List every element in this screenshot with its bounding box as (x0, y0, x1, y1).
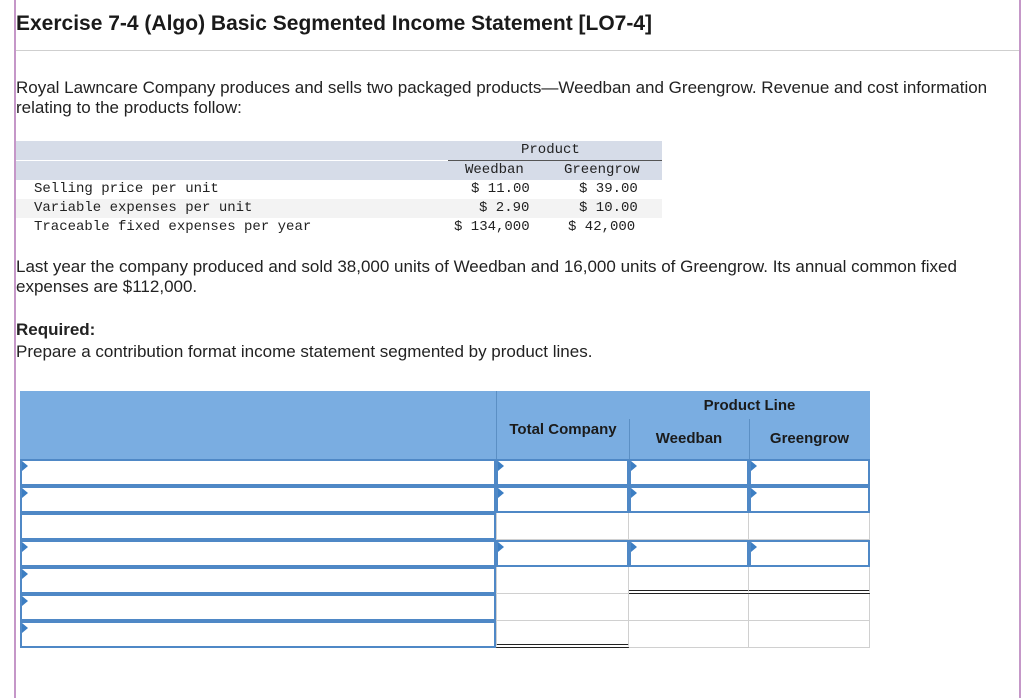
weedban-cell (629, 621, 749, 648)
table-row (16, 199, 662, 218)
greengrow-header: Greengrow (769, 430, 850, 447)
table-row (16, 218, 662, 237)
greengrow-input[interactable] (749, 486, 870, 513)
dropdown-arrow-icon (751, 542, 757, 552)
line-item-select[interactable] (20, 621, 496, 648)
total-company-cell (496, 594, 629, 621)
right-frame-border (1019, 0, 1021, 698)
weedban-input[interactable] (629, 540, 749, 567)
line-item-select[interactable] (20, 513, 496, 540)
line-item-select[interactable] (20, 567, 496, 594)
greengrow-cell (749, 567, 870, 594)
table-header-row (16, 141, 662, 160)
greengrow-cell (749, 513, 870, 540)
table-row (16, 180, 662, 199)
col-weedban-header: Weedban (465, 162, 524, 178)
total-company-cell (496, 513, 629, 540)
weedban-value: $ 2.90 (479, 200, 530, 216)
header-divider (496, 391, 497, 459)
page-title: Exercise 7-4 (Algo) Basic Segmented Income Statement [LO7-4] (16, 12, 653, 35)
total-company-input[interactable] (496, 486, 629, 513)
total-company-header: Total Company (509, 421, 617, 438)
total-company-input[interactable] (496, 540, 629, 567)
dropdown-arrow-icon (22, 596, 28, 606)
dropdown-arrow-icon (498, 542, 504, 552)
table-row (20, 540, 870, 567)
title-divider (16, 50, 1019, 51)
weedban-header: Weedban (655, 430, 723, 447)
dropdown-arrow-icon (631, 488, 637, 498)
row-label: Selling price per unit (34, 181, 219, 197)
dropdown-arrow-icon (22, 623, 28, 633)
line-item-select[interactable] (20, 486, 496, 513)
required-heading: Required: (16, 320, 96, 339)
greengrow-value: $ 42,000 (568, 219, 636, 235)
weedban-cell (629, 513, 749, 540)
income-statement-grid (20, 391, 870, 652)
required-text: Prepare a contribution format income statement segmented by product lines. (16, 342, 593, 361)
line-item-select[interactable] (20, 459, 496, 486)
product-group-header: Product (521, 142, 580, 158)
weedban-input[interactable] (629, 486, 749, 513)
weedban-cell (629, 594, 749, 621)
table-row (20, 567, 870, 594)
greengrow-input[interactable] (749, 540, 870, 567)
dropdown-arrow-icon (631, 461, 637, 471)
dropdown-arrow-icon (751, 488, 757, 498)
row-label: Variable expenses per unit (34, 200, 253, 216)
table-row (20, 486, 870, 513)
weedban-value: $ 134,000 (454, 219, 530, 235)
dropdown-arrow-icon (22, 542, 28, 552)
dropdown-arrow-icon (751, 461, 757, 471)
product-line-header: Product Line (703, 397, 796, 414)
dropdown-arrow-icon (22, 488, 28, 498)
summary-text: Last year the company produced and sold 38,000 units of Weedban and 16,000 units of Greengrow. Its annual common fixed expenses are $112,000. (16, 257, 957, 296)
total-company-cell (496, 567, 629, 594)
table-row (20, 513, 870, 540)
line-item-select[interactable] (20, 540, 496, 567)
weedban-value: $ 11.00 (471, 181, 530, 197)
dropdown-arrow-icon (498, 461, 504, 471)
greengrow-cell (749, 594, 870, 621)
total-company-input[interactable] (496, 459, 629, 486)
weedban-cell (629, 567, 749, 594)
table-row (20, 621, 870, 648)
greengrow-cell (749, 621, 870, 648)
intro-text: Royal Lawncare Company produces and sells two packaged products—Weedban and Greengrow. Revenue and cost information relating to the products follow: (16, 78, 988, 117)
greengrow-value: $ 39.00 (579, 181, 638, 197)
weedban-input[interactable] (629, 459, 749, 486)
table-row (20, 459, 870, 486)
row-label: Traceable fixed expenses per year (34, 219, 312, 235)
table-row (20, 594, 870, 621)
dropdown-arrow-icon (22, 569, 28, 579)
dropdown-arrow-icon (631, 542, 637, 552)
greengrow-value: $ 10.00 (579, 200, 638, 216)
total-company-cell (496, 621, 629, 648)
line-item-select[interactable] (20, 594, 496, 621)
column-header-row (16, 161, 662, 180)
dropdown-arrow-icon (22, 461, 28, 471)
col-greengrow-header: Greengrow (564, 162, 640, 178)
dropdown-arrow-icon (498, 488, 504, 498)
greengrow-input[interactable] (749, 459, 870, 486)
